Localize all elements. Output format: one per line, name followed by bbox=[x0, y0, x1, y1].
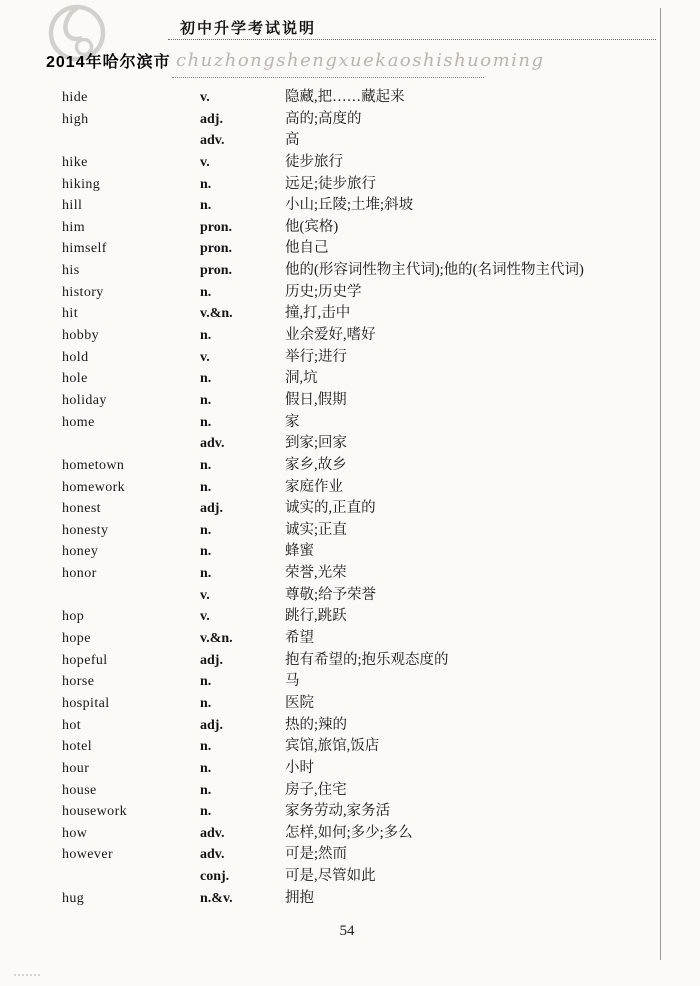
vocab-meaning: 高 bbox=[285, 132, 300, 149]
vocab-meaning: 徒步旅行 bbox=[285, 153, 343, 170]
vocab-row bbox=[0, 520, 660, 542]
vocab-row bbox=[0, 368, 660, 390]
vocab-row bbox=[0, 260, 660, 282]
vocab-meaning: 他的(形容词性物主代词);他的(名词性物主代词) bbox=[285, 262, 584, 279]
vocab-part-of-speech: v. bbox=[200, 154, 210, 170]
vocab-part-of-speech: n. bbox=[200, 176, 212, 192]
vocab-part-of-speech: n. bbox=[200, 414, 212, 430]
page-header-title: 初中升学考试说明 bbox=[180, 20, 317, 37]
vocab-word: hiking bbox=[62, 176, 101, 192]
vocab-word: hopeful bbox=[62, 652, 108, 668]
vocab-meaning: 希望 bbox=[285, 630, 314, 647]
vocab-row bbox=[0, 303, 660, 325]
vocab-meaning: 家 bbox=[285, 413, 300, 430]
vocab-row bbox=[0, 87, 660, 109]
vocab-meaning: 举行;进行 bbox=[285, 348, 348, 365]
vocab-part-of-speech: pron. bbox=[200, 219, 233, 235]
vocab-part-of-speech: n. bbox=[200, 674, 212, 690]
vocab-part-of-speech: n. bbox=[200, 371, 212, 387]
vocab-meaning: 尊敬;给予荣誉 bbox=[285, 586, 377, 603]
vocab-word: hospital bbox=[62, 695, 110, 711]
vocab-row bbox=[0, 563, 660, 585]
vocab-meaning: 马 bbox=[285, 673, 300, 690]
vocab-meaning: 洞,坑 bbox=[285, 370, 318, 387]
vocab-part-of-speech: pron. bbox=[200, 263, 233, 279]
vocab-word: his bbox=[62, 263, 80, 279]
vocab-row bbox=[0, 844, 660, 866]
vocab-row bbox=[0, 152, 660, 174]
vocab-part-of-speech: v. bbox=[200, 349, 210, 365]
vocab-word: hope bbox=[62, 631, 91, 647]
vocab-row bbox=[0, 715, 660, 737]
vocab-part-of-speech: n. bbox=[200, 522, 212, 538]
vocab-part-of-speech: n. bbox=[200, 695, 212, 711]
vocab-word: home bbox=[62, 414, 95, 430]
vocab-word: hour bbox=[62, 760, 90, 776]
vocab-word: hobby bbox=[62, 328, 99, 344]
vocab-word bbox=[62, 433, 200, 455]
vocab-row bbox=[0, 693, 660, 715]
vocab-meaning: 到家;回家 bbox=[285, 435, 348, 452]
vocab-part-of-speech: n. bbox=[200, 566, 212, 582]
vocab-row bbox=[0, 195, 660, 217]
vocab-meaning: 荣誉,光荣 bbox=[285, 565, 347, 582]
vocab-meaning: 高的;高度的 bbox=[285, 110, 362, 127]
vocab-part-of-speech: n.&v. bbox=[200, 890, 233, 906]
vocab-part-of-speech: n. bbox=[200, 544, 212, 560]
vocab-row bbox=[0, 238, 660, 260]
vocab-word: hit bbox=[62, 306, 78, 322]
scan-artifact-mark bbox=[14, 968, 40, 976]
vocab-meaning: 历史;历史学 bbox=[285, 283, 362, 300]
vocab-meaning: 拥抱 bbox=[285, 889, 314, 906]
vocab-meaning: 隐藏,把……藏起来 bbox=[285, 89, 405, 105]
vocab-word: honor bbox=[62, 566, 97, 582]
vocab-row bbox=[0, 433, 660, 455]
vocab-part-of-speech: n. bbox=[200, 198, 212, 214]
vocab-word: honesty bbox=[62, 522, 109, 538]
vocab-part-of-speech: n. bbox=[200, 782, 212, 798]
vocab-row bbox=[0, 455, 660, 477]
header-divider-line bbox=[168, 39, 656, 40]
vocab-meaning: 可是,尽管如此 bbox=[285, 868, 376, 885]
vocab-row bbox=[0, 823, 660, 845]
vocab-part-of-speech: v.&n. bbox=[200, 306, 233, 322]
vocab-row bbox=[0, 412, 660, 434]
vocab-meaning: 远足;徒步旅行 bbox=[285, 175, 377, 192]
vocab-word: honest bbox=[62, 501, 101, 517]
vocab-meaning: 家务劳动,家务活 bbox=[285, 803, 391, 820]
vocab-part-of-speech: n. bbox=[200, 804, 212, 820]
vocab-word: however bbox=[62, 847, 114, 863]
vocab-meaning: 小时 bbox=[285, 759, 314, 776]
vocab-word: him bbox=[62, 219, 85, 235]
vocab-row bbox=[0, 130, 660, 152]
watermark-pinyin-text: chuzhongshengxuekaoshishuoming bbox=[176, 50, 545, 71]
vocab-row bbox=[0, 801, 660, 823]
vocab-word: hotel bbox=[62, 739, 92, 755]
vocab-word: horse bbox=[62, 674, 95, 690]
vocab-row bbox=[0, 888, 660, 910]
vocab-part-of-speech: adv. bbox=[200, 436, 225, 452]
vocab-word bbox=[62, 130, 200, 152]
vocab-part-of-speech: adj. bbox=[200, 501, 223, 517]
vocab-word: hill bbox=[62, 198, 83, 214]
vocab-meaning: 诚实的,正直的 bbox=[285, 500, 376, 517]
vocab-meaning: 可是;然而 bbox=[285, 846, 348, 863]
vocab-meaning: 诚实;正直 bbox=[285, 521, 348, 538]
vocab-word: himself bbox=[62, 241, 107, 257]
page-border-line bbox=[660, 8, 661, 960]
vocab-part-of-speech: v. bbox=[200, 90, 210, 105]
vocab-row bbox=[0, 628, 660, 650]
vocab-part-of-speech: pron. bbox=[200, 241, 233, 257]
vocab-part-of-speech: adj. bbox=[200, 717, 223, 733]
vocab-word: honey bbox=[62, 544, 99, 560]
vocab-word bbox=[62, 866, 200, 888]
vocab-row bbox=[0, 325, 660, 347]
vocab-part-of-speech: n. bbox=[200, 284, 212, 300]
vocab-word: high bbox=[62, 111, 89, 127]
vocab-meaning: 宾馆,旅馆,饭店 bbox=[285, 738, 380, 755]
vocab-meaning: 蜂蜜 bbox=[285, 543, 314, 560]
vocab-meaning: 业余爱好,嗜好 bbox=[285, 327, 376, 344]
vocab-part-of-speech: n. bbox=[200, 760, 212, 776]
vocab-meaning: 房子,住宅 bbox=[285, 781, 347, 798]
vocab-part-of-speech: n. bbox=[200, 328, 212, 344]
vocab-word: hide bbox=[62, 90, 88, 105]
vocab-part-of-speech: v. bbox=[200, 609, 210, 625]
vocab-word: how bbox=[62, 825, 88, 841]
vocab-part-of-speech: adv. bbox=[200, 825, 225, 841]
page-number: 54 bbox=[339, 923, 355, 939]
vocab-row bbox=[0, 390, 660, 412]
vocab-word bbox=[62, 585, 200, 607]
vocab-meaning: 他自己 bbox=[285, 240, 329, 257]
vocab-part-of-speech: v. bbox=[200, 587, 210, 603]
vocab-part-of-speech: conj. bbox=[200, 869, 230, 885]
edition-label: 2014年哈尔滨市 bbox=[46, 54, 171, 71]
vocab-meaning: 小山;丘陵;土堆;斜坡 bbox=[285, 197, 414, 214]
vocab-meaning: 抱有希望的;抱乐观态度的 bbox=[285, 651, 449, 668]
vocab-word: hug bbox=[62, 890, 85, 906]
vocab-meaning: 撞,打,击中 bbox=[285, 305, 351, 322]
vocab-row bbox=[0, 174, 660, 196]
vocab-row bbox=[0, 498, 660, 520]
vocab-row bbox=[0, 650, 660, 672]
vocab-row bbox=[0, 217, 660, 239]
vocab-part-of-speech: adj. bbox=[200, 111, 223, 127]
vocab-meaning: 假日,假期 bbox=[285, 391, 347, 408]
vocab-row bbox=[0, 347, 660, 369]
vocab-row bbox=[0, 866, 660, 888]
vocab-row bbox=[0, 780, 660, 802]
vocab-row bbox=[0, 477, 660, 499]
watermark-underline bbox=[172, 77, 484, 78]
vocab-word: homework bbox=[62, 479, 126, 495]
vocab-row bbox=[0, 541, 660, 563]
vocab-word: hometown bbox=[62, 457, 125, 473]
vocab-row bbox=[0, 282, 660, 304]
vocabulary-list bbox=[0, 87, 660, 909]
vocab-meaning: 热的;辣的 bbox=[285, 716, 348, 733]
vocab-row bbox=[0, 109, 660, 131]
vocab-meaning: 怎样,如何;多少;多么 bbox=[285, 824, 413, 841]
vocab-word: hot bbox=[62, 717, 82, 733]
vocab-row bbox=[0, 736, 660, 758]
vocab-meaning: 医院 bbox=[285, 694, 314, 711]
vocab-part-of-speech: adv. bbox=[200, 133, 225, 149]
vocab-meaning: 他(宾格) bbox=[285, 218, 339, 235]
vocab-part-of-speech: n. bbox=[200, 457, 212, 473]
vocab-word: housework bbox=[62, 804, 128, 820]
vocab-meaning: 跳行,跳跃 bbox=[285, 608, 347, 625]
vocab-word: hike bbox=[62, 154, 88, 170]
page-footer bbox=[0, 922, 694, 940]
vocab-word: holiday bbox=[62, 392, 107, 408]
vocab-meaning: 家乡,故乡 bbox=[285, 456, 347, 473]
vocab-word: hold bbox=[62, 349, 89, 365]
vocab-row bbox=[0, 606, 660, 628]
vocab-word: history bbox=[62, 284, 104, 300]
vocab-part-of-speech: n. bbox=[200, 479, 212, 495]
vocab-part-of-speech: n. bbox=[200, 739, 212, 755]
vocab-meaning: 家庭作业 bbox=[285, 478, 343, 495]
vocab-word: hole bbox=[62, 371, 88, 387]
vocab-part-of-speech: adj. bbox=[200, 652, 223, 668]
vocab-part-of-speech: adv. bbox=[200, 847, 225, 863]
vocab-row bbox=[0, 671, 660, 693]
vocab-word: house bbox=[62, 782, 97, 798]
vocab-part-of-speech: n. bbox=[200, 392, 212, 408]
vocab-row bbox=[0, 585, 660, 607]
vocab-word: hop bbox=[62, 609, 85, 625]
vocab-row bbox=[0, 758, 660, 780]
vocab-part-of-speech: v.&n. bbox=[200, 631, 233, 647]
